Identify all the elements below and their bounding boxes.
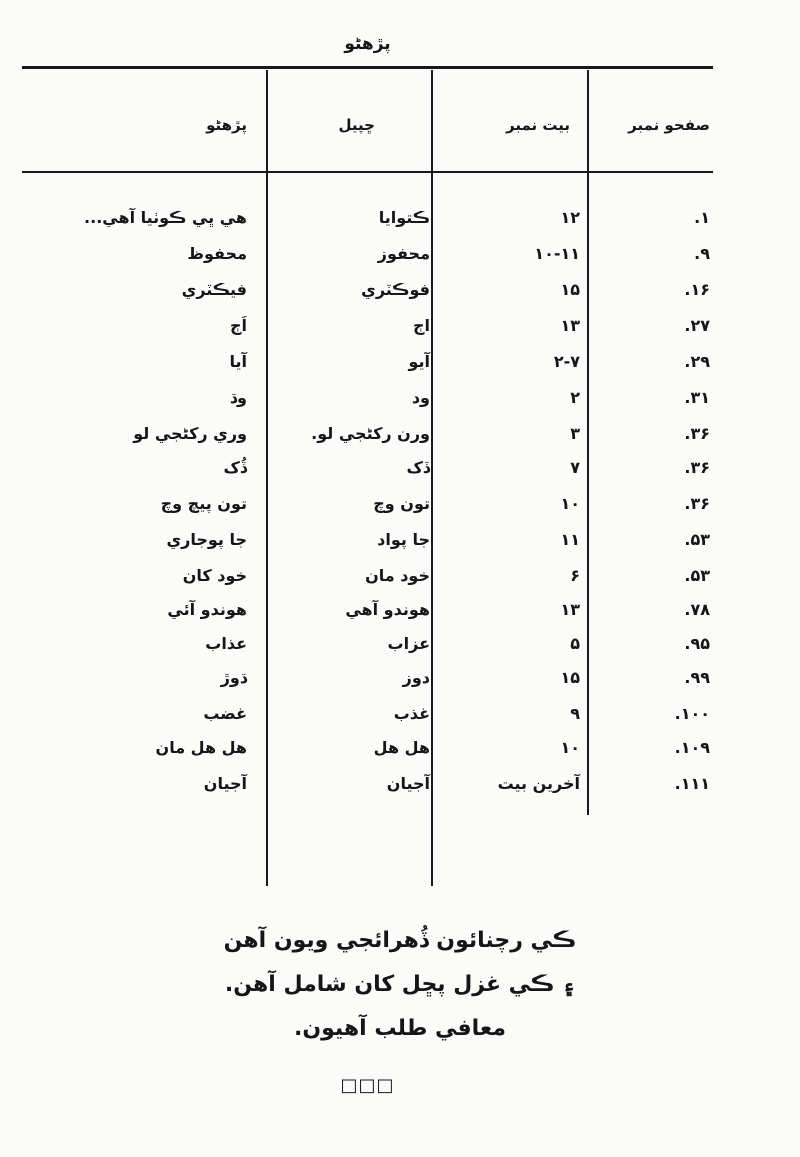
cell-verse-no: ۳: [570, 424, 580, 443]
cell-page-no: ۲۷.: [684, 316, 710, 335]
cell-verse-no: ۱۱: [560, 530, 580, 549]
cell-page-no: ۳۶.: [684, 424, 710, 443]
cell-correct: وڌ: [229, 388, 247, 407]
header-rule: [22, 171, 713, 173]
end-mark: □□□: [340, 1075, 395, 1096]
note-line-2: ۽ ڪي غزل پڇل کان شامل آهن.: [224, 972, 576, 997]
cell-correct: هي ڀي ڪوٺيا آهي...: [84, 208, 247, 227]
cell-page-no: ۷۸.: [684, 600, 710, 619]
cell-wrong: فوڪٽري: [361, 280, 430, 299]
cell-wrong: هوندو آهي: [345, 600, 430, 619]
cell-correct: خود کان: [182, 566, 247, 585]
top-rule: [22, 66, 713, 69]
cell-page-no: ۵۳.: [684, 566, 710, 585]
cell-verse-no: ۱۰-۱۱: [534, 244, 580, 263]
cell-verse-no: ۱۵: [560, 668, 580, 687]
column-divider-2: [431, 70, 433, 886]
cell-verse-no: ۱۲: [560, 208, 580, 227]
cell-page-no: ۱.: [694, 208, 710, 227]
cell-correct: اَڄ: [229, 316, 247, 335]
cell-correct: جا پوجاري: [166, 530, 247, 549]
cell-page-no: ۱۰۹.: [674, 738, 710, 757]
cell-page-no: ۱۰۰.: [674, 704, 710, 723]
cell-page-no: ۹۵.: [684, 634, 710, 653]
cell-wrong: آيو: [408, 352, 430, 371]
cell-verse-no: ۲-۷: [553, 352, 580, 371]
header-correct: پڙهڻو: [206, 116, 247, 134]
cell-verse-no: ۹: [570, 704, 580, 723]
column-divider-1: [266, 70, 268, 886]
cell-wrong: ڪتوايا: [378, 208, 430, 227]
cell-verse-no: ۱۳: [560, 316, 580, 335]
cell-correct: تون پيچ وچ: [160, 494, 247, 513]
header-verse-no: بيت نمبر: [506, 116, 570, 134]
cell-page-no: ۳۱.: [684, 388, 710, 407]
cell-verse-no: آخرين بيت: [497, 774, 580, 793]
cell-wrong: اڄ: [412, 316, 430, 335]
column-divider-3: [587, 70, 589, 815]
cell-wrong: ود: [411, 388, 430, 407]
page-title: پڙهڻو: [344, 34, 391, 54]
cell-correct: هل هل مان: [155, 738, 247, 757]
cell-wrong: ڏک: [406, 458, 430, 477]
cell-verse-no: ۱۵: [560, 280, 580, 299]
cell-page-no: ۵۳.: [684, 530, 710, 549]
cell-wrong: محفوز: [377, 244, 430, 263]
cell-page-no: ۹.: [694, 244, 710, 263]
cell-page-no: ۳۶.: [684, 494, 710, 513]
header-page-no: صفحو نمبر: [628, 116, 710, 134]
cell-correct: آيا: [229, 352, 247, 371]
cell-wrong: جا پواد: [377, 530, 430, 549]
cell-correct: فيڪٽري: [181, 280, 247, 299]
cell-page-no: ۱۶.: [684, 280, 710, 299]
cell-correct: عذاب: [205, 634, 247, 653]
header-wrong: ڇپيل: [338, 116, 375, 134]
cell-verse-no: ۱۰: [560, 738, 580, 757]
cell-correct: ڌوڙ: [220, 668, 247, 687]
note-line-1: ڪي رچنائون ڏُهرائجي ويون آهن: [223, 928, 577, 953]
cell-correct: وري رکڻجي لو: [133, 424, 247, 443]
cell-verse-no: ۲: [570, 388, 580, 407]
cell-wrong: دوز: [402, 668, 430, 687]
cell-verse-no: ۱۳: [560, 600, 580, 619]
cell-verse-no: ۵: [570, 634, 580, 653]
cell-wrong: خود مان: [365, 566, 430, 585]
cell-wrong: غذب: [393, 704, 430, 723]
cell-page-no: ۲۹.: [684, 352, 710, 371]
cell-wrong: ورن رکڻجي لو.: [311, 424, 430, 443]
note-line-3: معافي طلب آهيون.: [294, 1016, 506, 1041]
cell-wrong: آجيان: [386, 774, 430, 793]
cell-verse-no: ۶: [570, 566, 580, 585]
cell-correct: ڏُک: [223, 458, 247, 477]
cell-correct: محفوظ: [187, 244, 247, 263]
cell-correct: هوندو آئي: [167, 600, 247, 619]
cell-page-no: ۱۱۱.: [674, 774, 710, 793]
cell-correct: غضب: [203, 704, 247, 723]
cell-wrong: عزاب: [387, 634, 430, 653]
cell-page-no: ۹۹.: [684, 668, 710, 687]
cell-page-no: ۳۶.: [684, 458, 710, 477]
cell-verse-no: ۱۰: [560, 494, 580, 513]
cell-verse-no: ۷: [570, 458, 580, 477]
cell-wrong: تون وچ: [373, 494, 430, 513]
cell-correct: آجيان: [203, 774, 247, 793]
cell-wrong: هل هل: [373, 738, 430, 757]
